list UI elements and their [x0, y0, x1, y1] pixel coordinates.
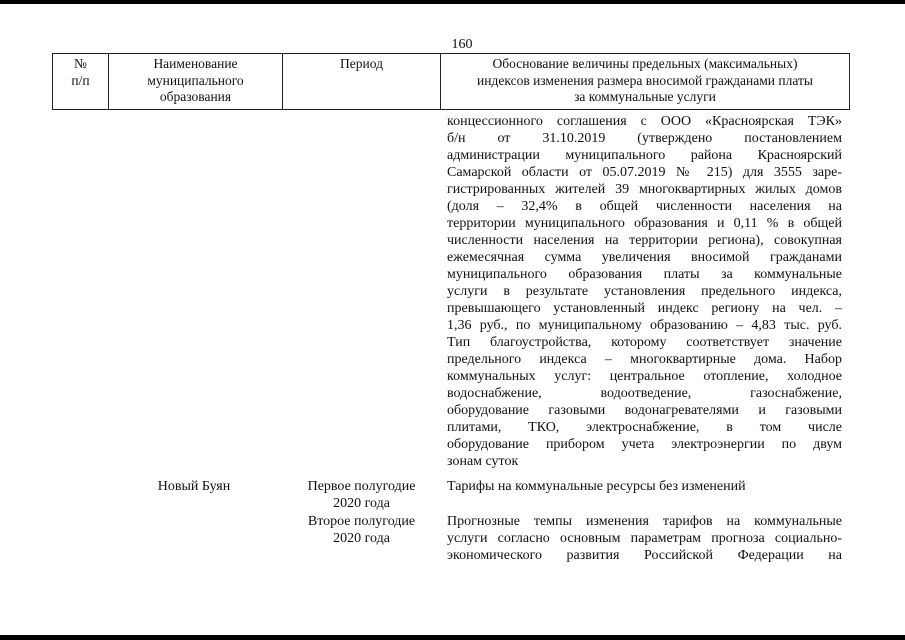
header-basis: Обоснование величины предельных (максимальных) индексов изменения размера вносимой гражданами платы за коммунальные услуги — [477, 56, 813, 104]
row-basis: Прогнозные темпы изменения тарифов на коммунальные услуги согласно основным параметрам прогноза социально- экономического развития Российской Федерации на — [447, 514, 842, 563]
scan-edge-top — [0, 0, 905, 4]
header-municipality: Наименование муниципального образования — [147, 56, 244, 104]
scan-edge-bottom — [0, 635, 905, 640]
row-basis: Тарифы на коммунальные ресурсы без изменений — [447, 479, 746, 494]
basis-continuation: концессионного соглашения с ООО «Красноярская ТЭК» б/н от 31.10.2019 (утверждено постановлением администрации муниципального района Красноярский Самарской области от 05.07.2019 № 215) для 3555 заре- гистрированных жителей 39 многоквартирных жилых домов (доля – 32,4% в общей численности населения на территории муниципального образования и 0,11 % в общей численности населения на территории региона), совокупная ежемесячная сумма увеличения вносимой гражданами муниципального образования платы за коммунальные услуги в результате установления предельного индекса, превышающего установленный индекс региону на чел. – 1,36 руб., по муниципальному образованию – 4,83 тыс. руб. Тип благоустройства, которому соответствует значение предельного индекса – многоквартирные дома. Набор коммунальных услуг: центральное отопление, холодное водоснабжение, водоотведение, газоснабжение, оборудование газовыми водонагревателями и газовыми плитами, ТКО, электроснабжение, в том числе оборудование прибором учета электроэнергии по двум зонам суток — [447, 114, 842, 469]
header-period: Период — [340, 56, 383, 71]
header-number: № п/п — [71, 56, 90, 88]
row-municipality: Новый Буян — [157, 479, 231, 494]
row-period: Первое полугодие 2020 года — [307, 479, 416, 511]
row-period: Второе полугодие 2020 года — [307, 514, 416, 546]
page-number: 160 — [451, 37, 473, 52]
